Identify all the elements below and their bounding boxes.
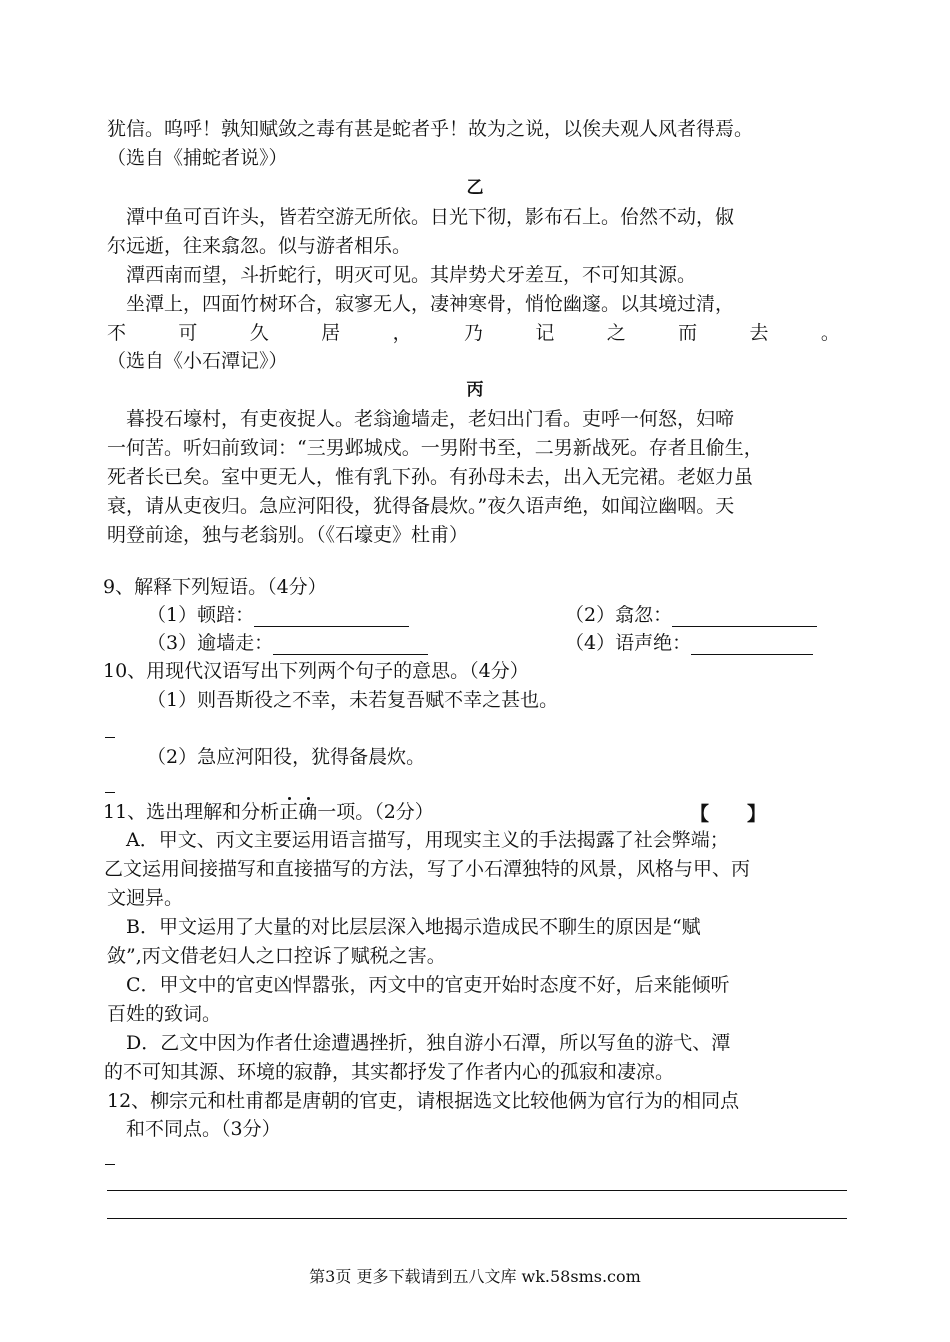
answer-line[interactable] xyxy=(105,792,115,793)
spread-char: 之 xyxy=(606,322,626,344)
q11-stem-pre: 11、选出理解和分析 xyxy=(103,801,280,823)
q11-option-a-cont: 文迥异。 xyxy=(107,887,184,909)
spread-char: 居 xyxy=(321,322,341,344)
passage-bing-line: 暮投石壕村，有吏夜捉人。老翁逾墙走，老妇出门看。吏呼一何怒，妇啼 xyxy=(107,408,735,430)
question-9-stem: 9、解释下列短语。（4分） xyxy=(103,576,327,598)
q9-item-label: （4）语声绝： xyxy=(565,632,692,654)
question-10-stem: 10、用现代汉语写出下列两个句子的意思。（4分） xyxy=(103,660,529,682)
q10-sentence-1: （1）则吾斯役之不幸，未若复吾赋不幸之甚也。 xyxy=(147,689,559,711)
spread-char: ， xyxy=(392,322,412,344)
q9-item-4 xyxy=(565,631,813,655)
passage-jia-source: （选自《捕蛇者说》） xyxy=(107,147,288,169)
answer-blank[interactable] xyxy=(672,606,817,627)
passage-yi-spread-line xyxy=(107,321,840,345)
answer-blank[interactable] xyxy=(273,634,428,655)
q11-option-d: D．乙文中因为作者仕途遭遇挫折，独自游小石潭，所以写鱼的游弋、潭 xyxy=(107,1032,731,1054)
page-footer: 第3页 更多下载请到五八文库 wk.58sms.com xyxy=(309,1267,641,1286)
q9-item-label: （1）顿踣： xyxy=(147,604,255,626)
passage-yi-source: （选自《小石潭记》） xyxy=(107,350,288,372)
q9-item-1 xyxy=(147,603,409,627)
q11-option-c-cont: 百姓的致词。 xyxy=(107,1003,222,1025)
passage-yi-heading: 乙 xyxy=(466,178,484,198)
passage-bing-heading: 丙 xyxy=(466,380,484,400)
q11-option-c: C．甲文中的官吏凶悍嚣张，丙文中的官吏开始时态度不好，后来能倾听 xyxy=(107,974,730,996)
question-12-stem: 12、柳宗元和杜甫都是唐朝的官吏，请根据选文比较他俩为官行为的相同点 xyxy=(107,1090,740,1112)
question-11-stem xyxy=(103,800,434,824)
answer-bracket[interactable]: 【 】 xyxy=(690,803,767,825)
passage-yi-line: 坐潭上，四面竹树环合，寂寥无人，凄神寒骨，悄怆幽邃。以其境过清， xyxy=(107,293,735,315)
spread-char: 。 xyxy=(820,322,840,344)
spread-char: 而 xyxy=(678,322,698,344)
passage-yi-line: 尔远逝，往来翕忽。似与游者相乐。 xyxy=(107,235,412,257)
q11-option-d-cont: 的不可知其源、环境的寂静，其实都抒发了作者内心的孤寂和凄凉。 xyxy=(104,1061,675,1083)
q10-sentence-2: （2）急应河阳役，犹得备晨炊。 xyxy=(147,746,426,768)
answer-line[interactable] xyxy=(105,1164,115,1165)
q11-option-a-cont: 乙文运用间接描写和直接描写的方法，写了小石潭独特的风景，风格与甲、丙 xyxy=(104,858,751,880)
emphasis-char: 正 xyxy=(279,801,299,823)
q9-item-2 xyxy=(565,603,817,627)
answer-blank[interactable] xyxy=(691,634,813,655)
q9-item-label: （2）翕忽： xyxy=(565,604,673,626)
q11-stem-post: 一项。（2分） xyxy=(317,801,434,823)
q9-item-3 xyxy=(147,631,428,655)
passage-bing-line: 死者长已矣。室中更无人，惟有乳下孙。有孙母未去，出入无完裙。老妪力虽 xyxy=(107,466,754,488)
passage-jia-tail-line: 犹信。呜呼！孰知赋敛之毒有甚是蛇者乎！故为之说，以俟夫观人风者得焉。 xyxy=(107,118,754,140)
passage-bing-line: 衰，请从吏夜归。急应河阳役，犹得备晨炊。”夜久语声绝，如闻泣幽咽。天 xyxy=(107,495,735,517)
answer-line[interactable] xyxy=(105,737,115,738)
q9-item-label: （3）逾墙走： xyxy=(147,632,274,654)
passage-bing-line: 明登前途，独与老翁别。（《石壕吏》杜甫） xyxy=(107,524,469,546)
question-12-stem-cont: 和不同点。（3分） xyxy=(126,1118,281,1140)
answer-blank[interactable] xyxy=(254,606,409,627)
spread-char: 去 xyxy=(749,322,769,344)
spread-char: 记 xyxy=(535,322,555,344)
emphasis-char: 确 xyxy=(298,801,318,823)
answer-line[interactable] xyxy=(107,1190,847,1191)
answer-line[interactable] xyxy=(107,1218,847,1219)
spread-char: 久 xyxy=(249,322,269,344)
passage-yi-line: 潭西南而望，斗折蛇行，明灭可见。其岸势犬牙差互，不可知其源。 xyxy=(107,264,697,286)
q11-option-b: B．甲文运用了大量的对比层层深入地揭示造成民不聊生的原因是“赋 xyxy=(107,916,701,938)
q11-option-b-cont: 敛”,丙文借老妇人之口控诉了赋税之害。 xyxy=(107,945,446,967)
spread-char: 不 xyxy=(107,322,127,344)
q11-option-a: A．甲文、丙文主要运用语言描写，用现实主义的手法揭露了社会弊端； xyxy=(107,829,729,851)
spread-char: 可 xyxy=(178,322,198,344)
passage-bing-line: 一何苦。听妇前致词：“三男邺城戍。一男附书至，二男新战死。存者且偷生， xyxy=(107,437,763,459)
passage-yi-line: 潭中鱼可百许头，皆若空游无所依。日光下彻，影布石上。佁然不动，俶 xyxy=(107,206,735,228)
spread-char: 乃 xyxy=(463,322,483,344)
